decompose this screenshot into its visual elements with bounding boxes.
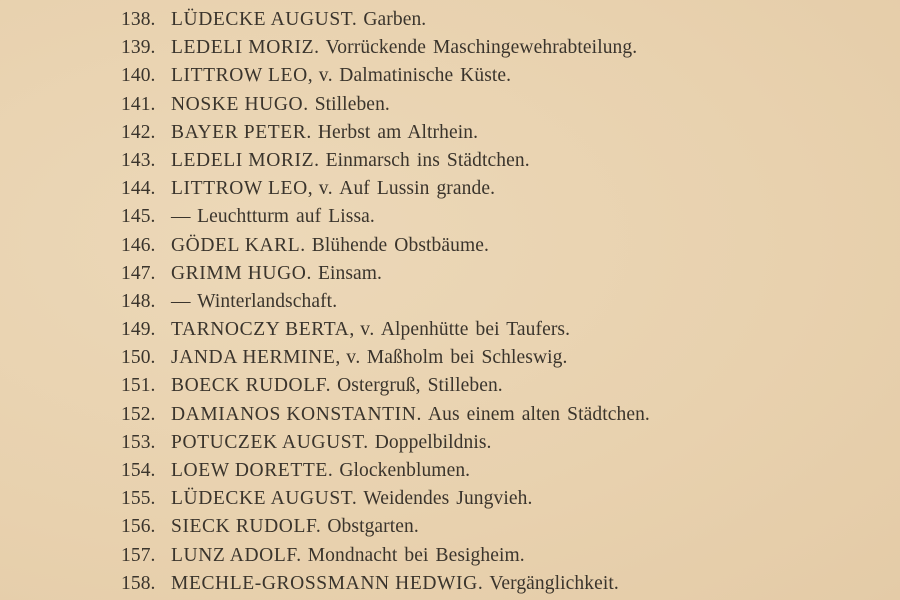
entry-artist: — (171, 290, 192, 312)
entry-artist: LITTROW LEO, v. (171, 178, 334, 200)
entry-title: Maßholm bei Schleswig. (366, 347, 568, 369)
entry-artist: LOEW DORETTE. (171, 460, 334, 481)
entry-number: 157. (121, 544, 156, 566)
entry-number: 151. (121, 375, 156, 397)
catalogue-entry (121, 119, 650, 147)
catalogue-entry (121, 147, 650, 175)
entry-title: Vergänglichkeit. (489, 572, 619, 594)
entry-title: Ostergruß, Stilleben. (337, 375, 503, 397)
entry-title: Mondnacht bei Besigheim. (307, 544, 525, 566)
entry-number: 148. (121, 290, 156, 312)
entry-number: 139. (121, 37, 156, 59)
entry-title: Garben. (363, 9, 427, 30)
entry-number: 154. (121, 460, 156, 481)
entry-artist: MECHLE-GROSSMANN HEDWIG. (171, 572, 484, 594)
entry-artist: SIECK RUDOLF. (171, 516, 322, 538)
catalogue-entry (121, 401, 650, 429)
entry-artist: — (171, 206, 192, 228)
entry-title: Vorrückende Maschingewehrabteilung. (325, 37, 638, 59)
entry-title: Leuchtturm auf Lissa. (197, 206, 375, 228)
entry-title: Aus einem alten Städtchen. (427, 403, 650, 425)
catalogue-entry (121, 457, 650, 485)
entry-artist: BOECK RUDOLF. (171, 375, 332, 397)
entry-number: 149. (121, 319, 156, 341)
entry-number: 158. (121, 572, 156, 594)
catalogue-entry (121, 62, 650, 90)
catalogue-entry (121, 288, 650, 316)
entry-artist: BAYER PETER. (171, 121, 312, 143)
catalogue-entry (121, 513, 650, 541)
entry-artist: LÜDECKE AUGUST. (171, 488, 358, 510)
entry-artist: NOSKE HUGO. (171, 93, 309, 115)
catalogue-entry (121, 542, 650, 570)
entry-number: 143. (121, 149, 156, 171)
catalogue-entry (121, 6, 650, 34)
catalogue-entry (121, 260, 650, 288)
entry-artist: GRIMM HUGO. (171, 262, 312, 284)
entry-artist: TARNOCZY BERTA, v. (171, 319, 375, 341)
catalogue-entry (121, 485, 650, 513)
entry-title: Weidendes Jungvieh. (363, 488, 533, 510)
entry-artist: LUNZ ADOLF. (171, 544, 302, 566)
catalogue-entry (121, 570, 650, 598)
entry-number: 146. (121, 234, 156, 256)
entry-title: Stilleben. (314, 93, 390, 115)
entry-title: Dalmatinische Küste. (339, 65, 512, 87)
catalogue-list (121, 6, 650, 598)
entry-title: Obstgarten. (327, 516, 419, 538)
catalogue-entry (121, 232, 650, 260)
catalogue-entry (121, 34, 650, 62)
catalogue-entry (121, 175, 650, 203)
catalogue-entry (121, 203, 650, 231)
entry-artist: LÜDECKE AUGUST. (171, 9, 358, 30)
catalogue-entry (121, 316, 650, 344)
entry-number: 153. (121, 431, 156, 453)
entry-title: Glockenblumen. (339, 460, 471, 481)
catalogue-entry (121, 372, 650, 400)
catalogue-entry (121, 429, 650, 457)
entry-number: 147. (121, 262, 156, 284)
entry-number: 145. (121, 206, 156, 228)
entry-title: Doppelbildnis. (374, 431, 492, 453)
entry-number: 156. (121, 516, 156, 538)
entry-title: Alpenhütte bei Taufers. (380, 319, 571, 341)
entry-artist: GÖDEL KARL. (171, 234, 306, 256)
entry-number: 138. (121, 9, 156, 30)
catalogue-entry (121, 91, 650, 119)
entry-artist: LEDELI MORIZ. (171, 37, 320, 59)
entry-artist: POTUCZEK AUGUST. (171, 431, 369, 453)
entry-number: 152. (121, 403, 156, 425)
entry-number: 141. (121, 93, 156, 115)
entry-number: 155. (121, 488, 156, 510)
entry-artist: LITTROW LEO, v. (171, 65, 334, 87)
entry-title: Einsam. (317, 262, 383, 284)
entry-title: Blühende Obstbäume. (311, 234, 489, 256)
catalogue-entry (121, 344, 650, 372)
entry-number: 140. (121, 65, 156, 87)
entry-artist: JANDA HERMINE, v. (171, 347, 361, 369)
entry-title: Auf Lussin grande. (339, 178, 496, 200)
entry-artist: LEDELI MORIZ. (171, 149, 320, 171)
entry-title: Winterlandschaft. (197, 290, 338, 312)
entry-artist: DAMIANOS KONSTANTIN. (171, 403, 422, 425)
entry-number: 142. (121, 121, 156, 143)
entry-number: 150. (121, 347, 156, 369)
entry-number: 144. (121, 178, 156, 200)
entry-title: Einmarsch ins Städtchen. (325, 149, 530, 171)
entry-title: Herbst am Altrhein. (317, 121, 479, 143)
